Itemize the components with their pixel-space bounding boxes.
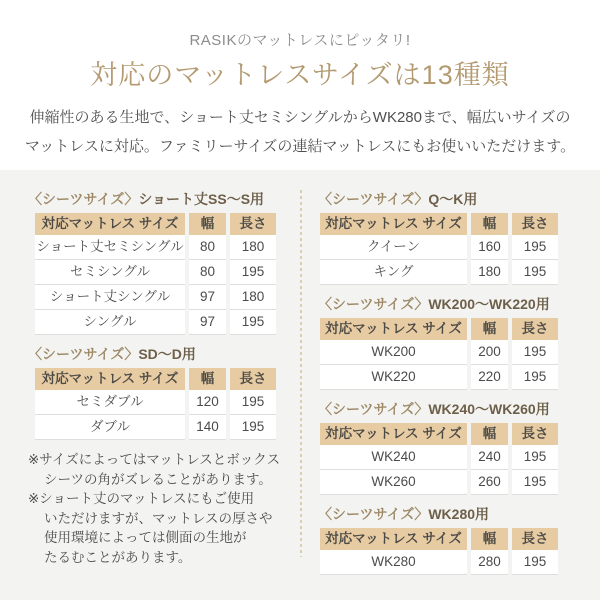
size-table: [35, 368, 276, 440]
description-line: 伸縮性のある生地で、ショート丈セミシングルからWK280まで、幅広いサイズの: [29, 109, 571, 126]
right-column: [318, 190, 558, 585]
col-header-size: 対応マットレス サイズ: [35, 368, 185, 390]
section-title-range: WK200〜WK220用: [428, 296, 550, 312]
col-header-size: 対応マットレス サイズ: [320, 318, 467, 340]
cell-mattress-name: セミシングル: [35, 260, 185, 285]
cell-length: 195: [512, 340, 558, 365]
footnotes: [28, 450, 281, 567]
col-header-width: 幅: [471, 213, 508, 235]
cell-mattress-name: キング: [320, 260, 467, 285]
section-title-prefix: 〈シーツサイズ〉: [318, 296, 429, 312]
col-header-length: 長さ: [230, 368, 276, 390]
section-title-range: Q〜K用: [428, 191, 478, 207]
col-header-size: 対応マットレス サイズ: [320, 213, 467, 235]
section-title-range: ショート丈SS〜S用: [138, 191, 265, 207]
section-sd-d: [28, 345, 276, 440]
section-wk280: [318, 505, 558, 575]
cell-length: 195: [512, 365, 558, 390]
section-wk240-wk260: [318, 400, 558, 495]
col-header-size: 対応マットレス サイズ: [35, 213, 185, 235]
cell-mattress-name: ショート丈セミシングル: [35, 235, 185, 260]
cell-length: 195: [230, 260, 276, 285]
cell-length: 180: [230, 285, 276, 310]
cell-width: 97: [189, 285, 226, 310]
footnote-line: ※サイズによってはマットレスとボックス: [28, 452, 281, 467]
cell-width: 120: [189, 390, 226, 415]
cell-mattress-name: セミダブル: [35, 390, 185, 415]
section-title: [318, 190, 558, 209]
col-header-length: 長さ: [512, 318, 558, 340]
col-header-width: 幅: [471, 423, 508, 445]
section-title: [318, 295, 558, 314]
col-header-width: 幅: [471, 318, 508, 340]
section-title-prefix: 〈シーツサイズ〉: [28, 346, 139, 362]
section-title: [318, 400, 558, 419]
section-wk200-wk220: [318, 295, 558, 390]
cell-length: 195: [230, 310, 276, 335]
cell-mattress-name: WK280: [320, 550, 467, 575]
col-header-width: 幅: [471, 528, 508, 550]
cell-mattress-name: WK200: [320, 340, 467, 365]
col-header-width: 幅: [189, 368, 226, 390]
cell-length: 195: [512, 235, 558, 260]
cell-width: 80: [189, 235, 226, 260]
cell-mattress-name: WK220: [320, 365, 467, 390]
cell-length: 195: [230, 415, 276, 440]
cell-mattress-name: シングル: [35, 310, 185, 335]
section-title: [318, 505, 558, 524]
section-title-prefix: 〈シーツサイズ〉: [28, 191, 139, 207]
cell-mattress-name: WK260: [320, 470, 467, 495]
section-title-prefix: 〈シーツサイズ〉: [318, 191, 429, 207]
size-table: [320, 318, 558, 390]
section-title-prefix: 〈シーツサイズ〉: [318, 401, 429, 417]
tagline: RASIKのマットレスにピッタリ!: [189, 32, 411, 49]
cell-width: 260: [471, 470, 508, 495]
footnote-line: たるむことがあります。: [44, 549, 192, 565]
left-column: [28, 190, 281, 567]
cell-length: 180: [230, 235, 276, 260]
cell-width: 80: [189, 260, 226, 285]
cell-width: 97: [189, 310, 226, 335]
footnote-line: シーツの角がズレることがあります。: [44, 471, 272, 487]
col-header-length: 長さ: [512, 423, 558, 445]
section-short-ss-s: [28, 190, 276, 335]
col-header-width: 幅: [189, 213, 226, 235]
col-header-length: 長さ: [512, 213, 558, 235]
cell-width: 200: [471, 340, 508, 365]
footnote-line: ※ショート丈のマットレスにもご使用: [28, 491, 255, 506]
size-table: [320, 528, 558, 575]
footnote-line: いただけますが、マットレスの厚さや: [44, 510, 273, 526]
page-title: 対応のマットレスサイズは13種類: [90, 60, 510, 90]
size-table: [35, 213, 276, 335]
size-table: [320, 423, 558, 495]
size-tables-area: [0, 170, 600, 600]
cell-width: 220: [471, 365, 508, 390]
cell-mattress-name: ショート丈シングル: [35, 285, 185, 310]
description: [0, 103, 600, 161]
section-title: [28, 190, 276, 209]
cell-width: 140: [189, 415, 226, 440]
cell-width: 240: [471, 445, 508, 470]
col-header-size: 対応マットレス サイズ: [320, 423, 467, 445]
column-divider-dotted: [300, 190, 302, 557]
col-header-length: 長さ: [512, 528, 558, 550]
section-title-prefix: 〈シーツサイズ〉: [318, 506, 429, 522]
cell-length: 195: [512, 550, 558, 575]
section-title-range: WK240〜WK260用: [428, 401, 550, 417]
size-table: [320, 213, 558, 285]
hero-header: [0, 0, 600, 170]
cell-mattress-name: ダブル: [35, 415, 185, 440]
section-q-k: [318, 190, 558, 285]
cell-mattress-name: クイーン: [320, 235, 467, 260]
col-header-length: 長さ: [230, 213, 276, 235]
cell-length: 195: [512, 470, 558, 495]
section-title-range: WK280用: [428, 506, 490, 522]
cell-mattress-name: WK240: [320, 445, 467, 470]
cell-width: 160: [471, 235, 508, 260]
footnote-line: 使用環境によっては側面の生地が: [44, 530, 247, 545]
cell-width: 280: [471, 550, 508, 575]
cell-length: 195: [230, 390, 276, 415]
cell-length: 195: [512, 445, 558, 470]
section-title-range: SD〜D用: [138, 346, 196, 362]
description-line: マットレスに対応。ファミリーサイズの連結マットレスにもお使いいただけます。: [24, 138, 576, 155]
section-title: [28, 345, 276, 364]
cell-width: 180: [471, 260, 508, 285]
col-header-size: 対応マットレス サイズ: [320, 528, 467, 550]
cell-length: 195: [512, 260, 558, 285]
